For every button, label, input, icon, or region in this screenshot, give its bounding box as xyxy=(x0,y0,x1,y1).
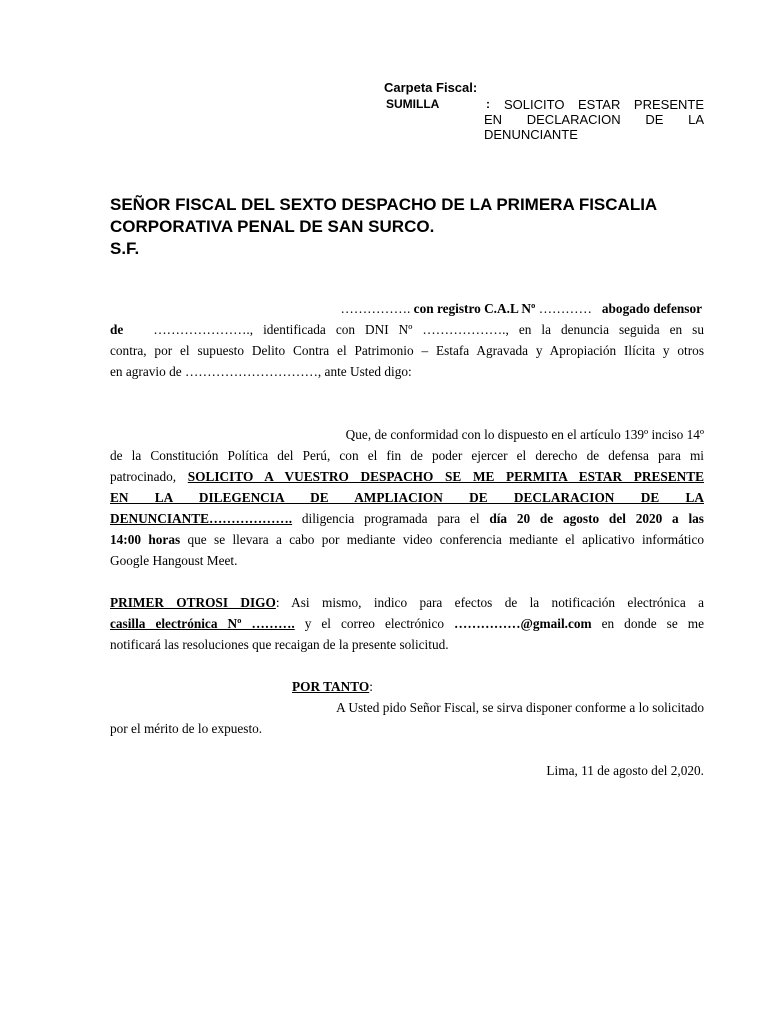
closing-block xyxy=(110,760,704,781)
request-line: EN LA DILEGENCIA DE AMPLIACION DE DECLARACION DE LA xyxy=(110,490,704,505)
otrosi-line: PRIMER OTROSI DIGO: Asi mismo, indico para efectos de la notificación electrónica a xyxy=(110,595,704,610)
sumilla-line: EN DECLARACION DE LA xyxy=(484,112,704,127)
addressee-line: SEÑOR FISCAL DEL SEXTO DESPACHO DE LA PRIMERA FISCALIA xyxy=(110,195,658,214)
request-line: DENUNCIANTE………………. diligencia programada para el día 20 de agosto del 2020 a las xyxy=(110,511,704,526)
addressee-line: S.F. xyxy=(110,239,140,258)
intro-paragraph xyxy=(110,298,704,382)
intro-line: de …………………., identificada con DNI Nº ………………., en la denuncia seguida en su xyxy=(110,322,704,337)
intro-line: ……………. con registro C.A.L Nº ………… abogado defensor xyxy=(340,301,702,316)
por-tanto-line: A Usted pido Señor Fiscal, se sirva disponer conforme a lo solicitado xyxy=(336,700,704,715)
sumilla-line: DENUNCIANTE xyxy=(484,127,578,142)
intro-line: contra, por el supuesto Delito Contra el Patrimonio – Estafa Agravada y Apropiación Ilícita y otros xyxy=(110,343,704,358)
por-tanto-line: por el mérito de lo expuesto. xyxy=(110,721,263,736)
addressee-heading xyxy=(110,194,704,260)
sumilla-line: SOLICITO ESTAR PRESENTE xyxy=(504,97,704,112)
request-paragraph xyxy=(110,424,704,571)
request-line: Que, de conformidad con lo dispuesto en el artículo 139º inciso 14º xyxy=(345,427,704,442)
addressee-line: CORPORATIVA PENAL DE SAN SURCO. xyxy=(110,217,435,236)
otrosi-line: casilla electrónica Nº ………. y el correo electrónico ……………@gmail.com en donde se me xyxy=(110,616,705,631)
request-line: 14:00 horas que se llevara a cabo por mediante video conferencia mediante el aplicativo informático xyxy=(110,532,704,547)
sumilla-colon: : xyxy=(486,97,490,111)
por-tanto-heading: POR TANTO: xyxy=(292,679,373,694)
por-tanto-paragraph xyxy=(110,676,704,739)
intro-line: en agravio de …………………………, ante Usted digo: xyxy=(110,364,412,379)
place-date: Lima, 11 de agosto del 2,020. xyxy=(546,763,704,778)
carpeta-fiscal-label: Carpeta Fiscal: xyxy=(384,80,478,95)
request-line: de la Constitución Política del Perú, con el fin de poder ejercer el derecho de defensa para mi xyxy=(110,448,704,463)
otrosi-paragraph xyxy=(110,592,704,655)
sumilla-text xyxy=(484,97,704,142)
request-line: patrocinado, SOLICITO A VUESTRO DESPACHO SE ME PERMITA ESTAR PRESENTE xyxy=(110,469,704,484)
request-line: Google Hangoust Meet. xyxy=(110,553,238,568)
sumilla-label: SUMILLA xyxy=(386,97,440,111)
otrosi-line: notificará las resoluciones que recaigan de la presente solicitud. xyxy=(110,637,449,652)
